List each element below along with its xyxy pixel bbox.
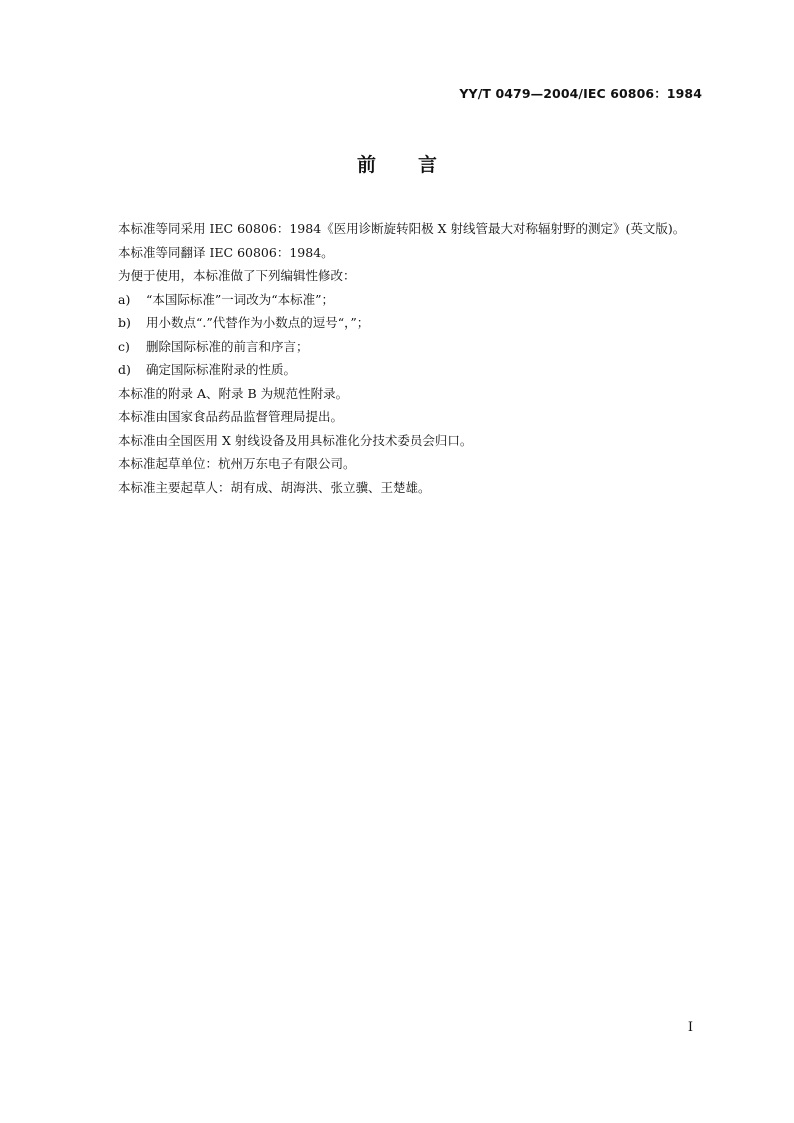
page-number: I	[687, 1020, 693, 1035]
paragraph: 本标准的附录 A、附录 B 为规范性附录。	[118, 385, 349, 401]
list-text: 用小数点“.”代替作为小数点的逗号“，”；	[146, 315, 370, 330]
list-marker: c)	[118, 338, 130, 354]
list-text: “本国际标准”一词改为“本标准”；	[146, 291, 335, 307]
list-marker: d)	[118, 362, 131, 377]
paragraph: 为便于使用，本标准做了下列编辑性修改：	[118, 268, 356, 283]
standard-code: YY/T 0479—2004/IEC 60806：1984	[459, 86, 702, 101]
list-marker: a)	[118, 291, 131, 307]
paragraph: 本标准由全国医用 X 射线设备及用具标准化分技术委员会归口。	[118, 432, 473, 448]
document-body	[118, 217, 708, 499]
paragraph: 本标准由国家食品药品监督管理局提出。	[118, 409, 344, 424]
list-item	[118, 358, 708, 382]
page-title: 前言	[356, 154, 479, 176]
paragraph: 本标准起草单位：杭州万东电子有限公司。	[118, 456, 356, 471]
paragraph: 本标准主要起草人：胡有成、胡海洪、张立骥、王楚雄。	[118, 479, 431, 495]
list-item	[118, 288, 708, 312]
paragraph: 本标准等同采用 IEC 60806：1984《医用诊断旋转阳极 X 射线管最大对称辐射野的测定》(英文版)。	[118, 221, 686, 236]
list-text: 确定国际标准附录的性质。	[146, 362, 297, 377]
list-item	[118, 311, 708, 335]
list-marker: b)	[118, 315, 131, 330]
list-text: 删除国际标准的前言和序言；	[146, 338, 309, 354]
list-item	[118, 335, 708, 359]
paragraph: 本标准等同翻译 IEC 60806：1984。	[118, 244, 334, 260]
